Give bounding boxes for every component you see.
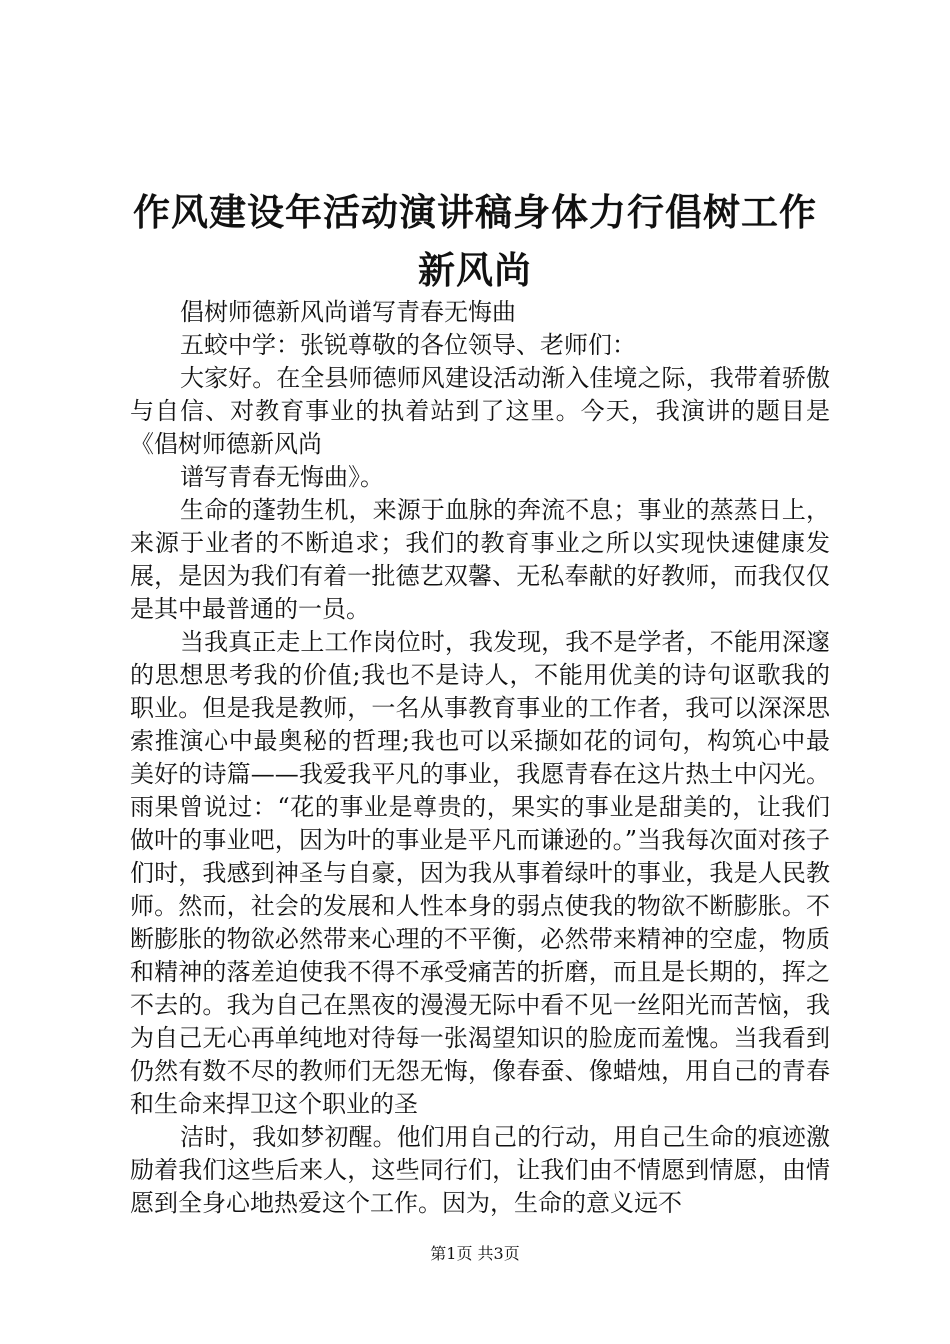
page-footer: 第1页 共3页 [430,1244,520,1263]
body-paragraph: 谱写青春无悔曲》。 [180,463,384,491]
document-body [130,296,830,1220]
body-paragraph: 当我真正走上工作岗位时，我发现，我不是学者，不能用深邃的思想思考我的价值;我也不是诗人，不能用优美的诗句讴歌我的职业。但是我是教师，一名从事教育事业的工作者，我可以深深思索推演心中最奥秘的哲理;我也可以采撷如花的词句，构筑心中最美好的诗篇——我爱我平凡的事业，我愿青春在这片热土中闪光。雨果曾说过：“花的事业是尊贵的，果实的事业是甜美的，让我们做叶的事业吧，因为叶的事业是平凡而谦逊的。”当我每次面对孩子们时，我感到神圣与自豪，因为我从事着绿叶的事业，我是人民教师。然而，社会的发展和人性本身的弱点使我的物欲不断膨胀。不断膨胀的物欲必然带来心理的不平衡，必然带来精神的空虚，物质和精神的落差迫使我不得不承受痛苦的折磨，而且是长期的，挥之不去的。我为自己在黑夜的漫漫无际中看不见一丝阳光而苦恼，我为自己无心再单纯地对待每一张渴望知识的脸庞而羞愧。当我看到仍然有数不尽的教师们无怨无悔，像春蚕、像蜡烛，用自己的青春和生命来捍卫这个职业的圣 [130,628,830,1118]
body-paragraph: 大家好。在全县师德师风建设活动渐入佳境之际，我带着骄傲与自信、对教育事业的执着站到了这里。今天，我演讲的题目是《倡树师德新风尚 [130,364,830,458]
salutation-paragraph: 五蛟中学：张锐尊敬的各位领导、老师们： [180,331,636,359]
document-title: 作风建设年活动演讲稿身体力行倡树工作新风尚 [133,190,817,292]
subtitle-paragraph: 倡树师德新风尚谱写青春无悔曲 [180,298,516,326]
body-paragraph: 洁时，我如梦初醒。他们用自己的行动，用自己生命的痕迹激励着我们这些后来人，这些同行们，让我们由不情愿到情愿，由情愿到全身心地热爱这个工作。因为，生命的意义远不 [130,1123,830,1217]
body-paragraph: 生命的蓬勃生机，来源于血脉的奔流不息；事业的蒸蒸日上，来源于业者的不断追求；我们的教育事业之所以实现快速健康发展，是因为我们有着一批德艺双馨、无私奉献的好教师，而我仅仅是其中最普通的一员。 [130,496,830,623]
